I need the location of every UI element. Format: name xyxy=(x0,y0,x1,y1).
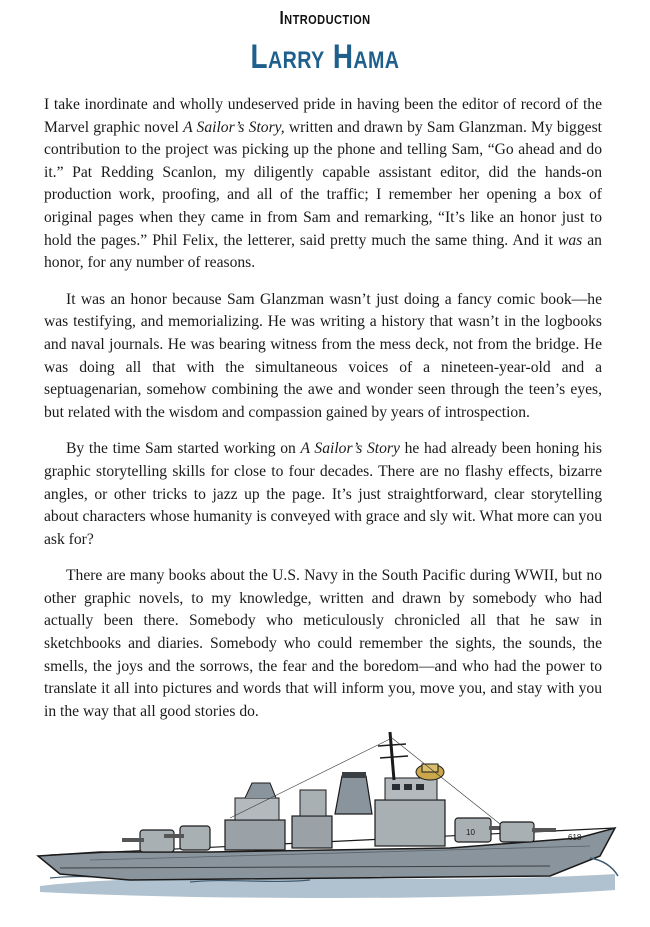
book-title-italic: A Sailor’s Story, xyxy=(183,118,285,136)
body-text xyxy=(44,94,602,737)
paragraph-3 xyxy=(44,438,602,551)
hull-number: 618 xyxy=(568,833,582,842)
paragraph-1 xyxy=(44,94,602,275)
paragraph-3-text: By the time Sam started working on xyxy=(66,440,301,458)
paragraph-2-text: It was an honor because Sam Glanzman wasn’t just doing a fancy comic book—he was testifying, and memorializing. He was writing a history that wasn’t in the logbooks and naval journals. He was bearing witness from the mess deck, not from the bridge. He was doing all that with the simultaneous voices of a nineteen-year-old and a septuagenarian, somehow combining the awe and wonder seen through the teen’s eyes, but related with the wisdom and compassion gained by years of introspection. xyxy=(44,290,602,421)
paragraph-1-text: I take inordinate and wholly undeserved pride in having been the editor of record of the Marvel graphic novel xyxy=(44,96,602,136)
paragraph-4-text: There are many books about the U.S. Navy in the South Pacific during WWII, but no other graphic novels, to my knowledge, written and drawn by somebody who had actually been there. Somebody who meticulously chronicled all that he saw in sketchbooks and diaries. Somebody who could remember the sights, the sounds, the smells, the joys and the sorrows, the fear and the boredom—and who had the power to translate it all into pictures and words that will inform you, move you, and stay with you in the way that all good stories do. xyxy=(44,567,602,720)
paragraph-3-text-cont: he had already been honing his graphic storytelling skills for close to four decades. There are no flashy effects, bizarre angles, or other tricks to jazz up the page. It’s just straightforward, clear storytelling about characters whose humanity is conveyed with grace and sly wit. What more can you ask for? xyxy=(44,440,602,548)
paragraph-1-text-cont: written and drawn by Sam Glanzman. My biggest contribution to the project was picking up the phone and telling Sam, “Go ahead and do it.” Pat Redding Scanlon, my diligently capable assistant editor, did the hands-on production work, proofing, and all of the traffic; I remember her opening a box of original pages when they came in from Sam and remarking, “It’s like an honor just to hold the pages.” Phil Felix, the letterer, said pretty much the same thing. And it xyxy=(44,118,602,249)
emphasis-was: was xyxy=(557,231,583,249)
paragraph-4 xyxy=(44,565,602,723)
paragraph-1-text-end: an honor, for any number of reasons. xyxy=(44,231,602,272)
chapter-kicker: Introduction xyxy=(279,8,371,28)
chapter-author-title: Larry Hama xyxy=(250,38,400,76)
paragraph-2 xyxy=(44,289,602,425)
book-title-italic-2: A Sailor’s Story xyxy=(300,440,400,458)
destroyer-ship-illustration xyxy=(30,728,620,923)
turret-number: 10 xyxy=(466,828,475,837)
